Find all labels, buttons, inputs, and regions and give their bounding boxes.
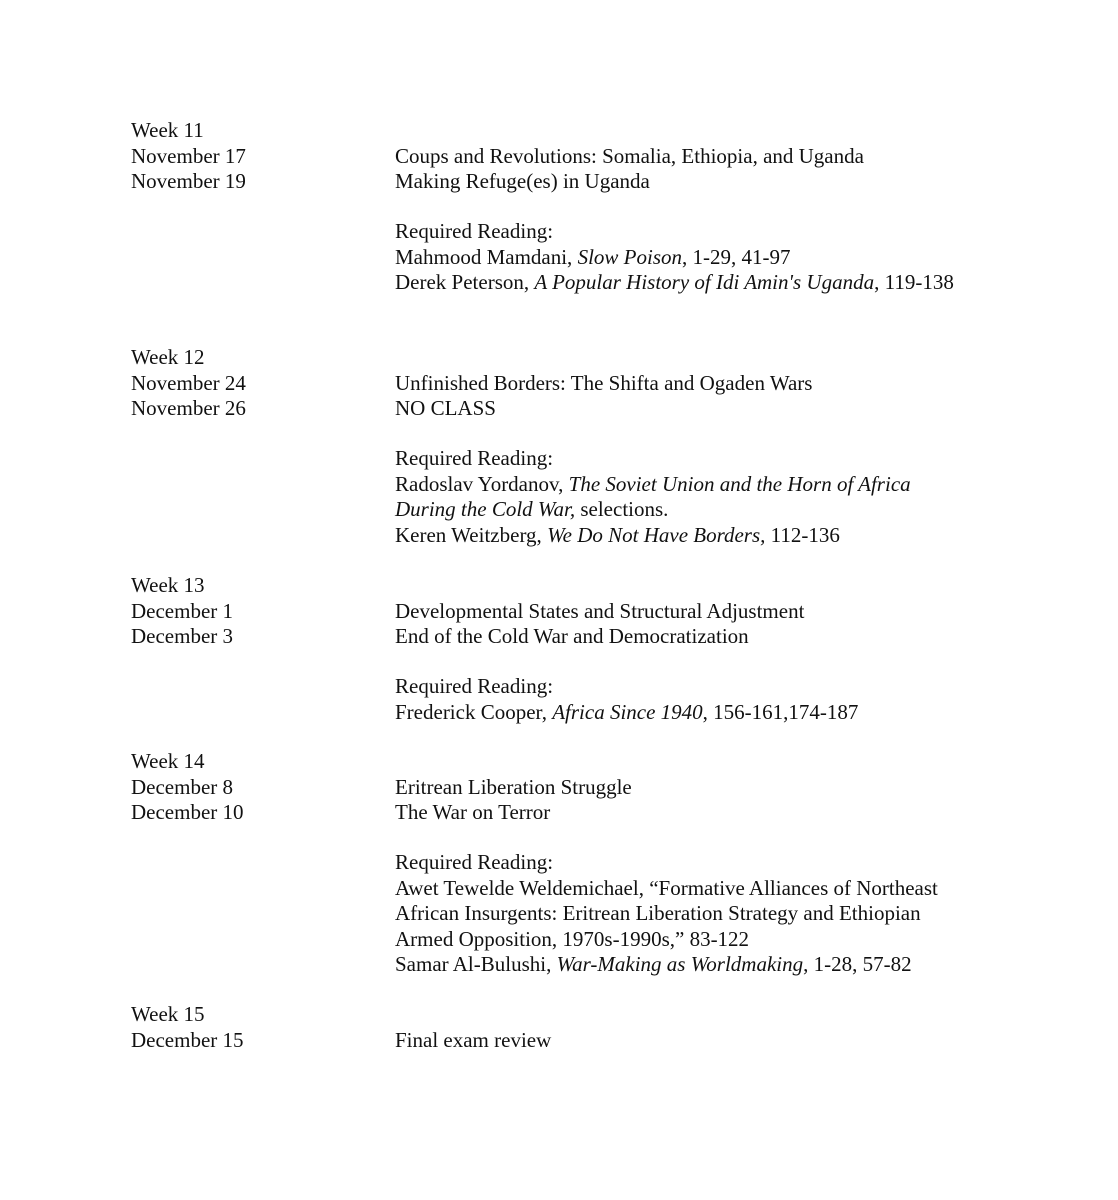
session-date: November 17	[131, 143, 246, 168]
reading-heading: Required Reading:	[395, 674, 554, 698]
week-label: Week 14	[131, 749, 205, 773]
reading-entry	[395, 700, 858, 726]
session-topic: Making Refuge(es) in Uganda	[395, 169, 650, 193]
reading-title: Slow Poison	[577, 244, 682, 269]
reading-entry	[395, 523, 840, 549]
reading-entry-continued	[395, 497, 668, 523]
reading-entry-continued: Armed Opposition, 1970s-1990s,” 83-122	[395, 926, 750, 951]
reading-entry: Awet Tewelde Weldemichael, “Formative Alliances of Northeast	[395, 875, 938, 900]
reading-entry	[395, 270, 954, 296]
session-date: December 10	[131, 800, 244, 824]
session-topic: The War on Terror	[395, 800, 551, 824]
reading-pages: , 1-28, 57-82	[803, 952, 912, 976]
session-date: December 3	[131, 624, 234, 648]
reading-author: Derek Peterson,	[395, 270, 535, 294]
reading-title: The Soviet Union and the Horn of Africa	[568, 471, 911, 496]
session-date: November 19	[131, 169, 246, 193]
session-topic: Final exam review	[395, 1027, 552, 1052]
session-date: December 1	[131, 598, 234, 623]
reading-title: During the Cold War,	[395, 497, 576, 521]
session-date: December 15	[131, 1027, 244, 1052]
reading-heading: Required Reading:	[395, 446, 554, 470]
reading-author: Samar Al-Bulushi,	[395, 952, 557, 976]
session-topic: Coups and Revolutions: Somalia, Ethiopia, and Uganda	[395, 143, 864, 168]
reading-title: A Popular History of Idi Amin's Uganda	[534, 270, 875, 294]
reading-author: Frederick Cooper,	[395, 699, 553, 724]
session-topic: Unfinished Borders: The Shifta and Ogaden Wars	[395, 370, 813, 395]
week-label: Week 12	[131, 345, 205, 369]
reading-pages: , 1-29, 41-97	[682, 244, 791, 269]
reading-pages: selections.	[575, 497, 669, 521]
session-topic: NO CLASS	[395, 396, 496, 420]
reading-author: Keren Weitzberg,	[395, 522, 548, 547]
reading-author: Mahmood Mamdani,	[395, 244, 578, 269]
reading-pages: 112-136	[765, 522, 840, 547]
session-topic: Eritrean Liberation Struggle	[395, 774, 632, 799]
reading-heading: Required Reading:	[395, 219, 554, 243]
reading-entry-continued: African Insurgents: Eritrean Liberation Strategy and Ethiopian	[395, 901, 921, 925]
session-date: December 8	[131, 774, 234, 799]
reading-title: Africa Since 1940	[552, 699, 703, 724]
session-topic: End of the Cold War and Democratization	[395, 624, 749, 648]
week-label: Week 11	[131, 118, 204, 142]
reading-entry	[395, 245, 791, 271]
session-date: November 26	[131, 396, 246, 420]
reading-entry	[395, 952, 912, 978]
reading-author: Radoslav Yordanov,	[395, 471, 569, 496]
session-topic: Developmental States and Structural Adjustment	[395, 598, 805, 623]
reading-heading: Required Reading:	[395, 850, 554, 874]
reading-entry	[395, 472, 911, 498]
session-date: November 24	[131, 370, 246, 395]
reading-title: War-Making as Worldmaking	[556, 952, 804, 976]
reading-pages: , 156-161,174-187	[702, 699, 859, 724]
reading-title: We Do Not Have Borders,	[547, 522, 766, 547]
week-label: Week 15	[131, 1002, 205, 1026]
week-label: Week 13	[131, 573, 205, 597]
reading-pages: , 119-138	[874, 270, 954, 294]
